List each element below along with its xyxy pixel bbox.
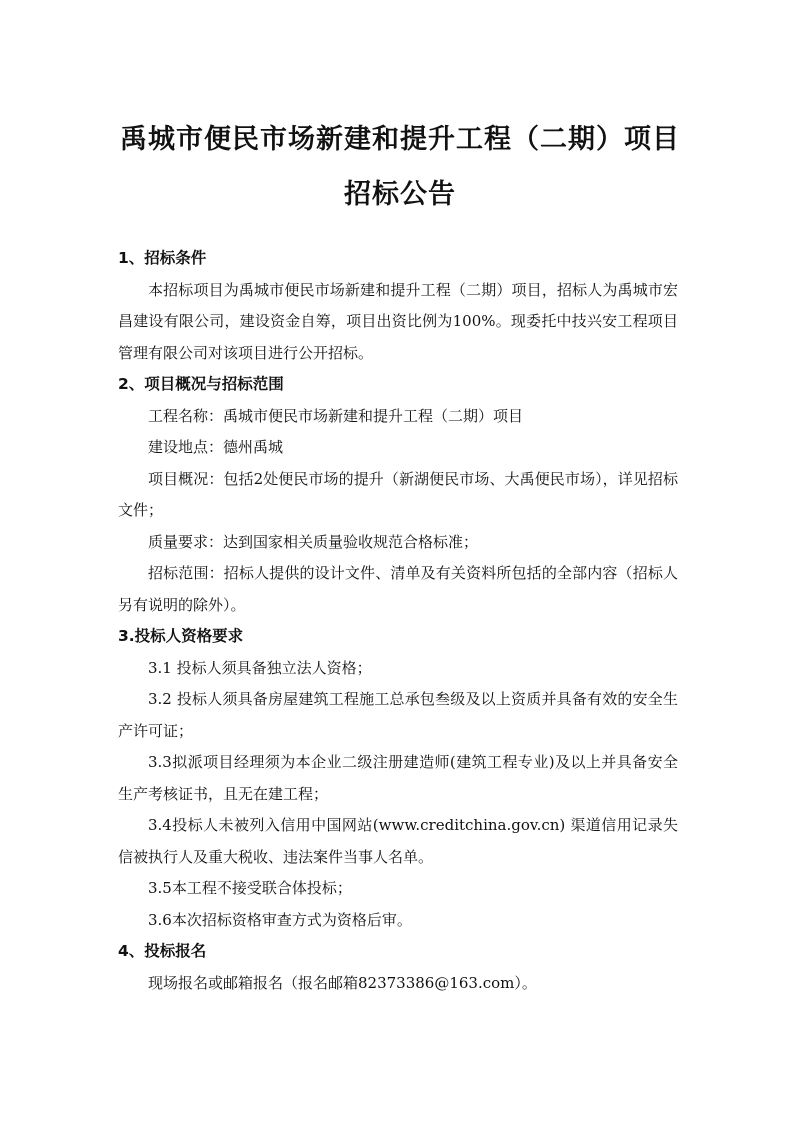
paragraph: 3.6本次招标资格审查方式为资格后审。 bbox=[148, 910, 412, 929]
paragraph: 3.1 投标人须具备独立法人资格； bbox=[148, 658, 372, 677]
document-title-line1: 禹城市便民市场新建和提升工程（二期）项目 bbox=[120, 124, 680, 155]
section-heading: 1、招标条件 bbox=[118, 249, 207, 267]
section-registration bbox=[118, 936, 678, 999]
paragraph: 项目概况：包括2处便民市场的提升（新湖便民市场、大禹便民市场），详见招标文件； bbox=[118, 469, 678, 519]
document-title-line2: 招标公告 bbox=[344, 179, 456, 210]
paragraph: 3.4投标人未被列入信用中国网站(www.creditchina.gov.cn) 渠道信用记录失信被执行人及重大税收、违法案件当事人名单。 bbox=[118, 816, 678, 866]
paragraph: 工程名称：禹城市便民市场新建和提升工程（二期）项目 bbox=[148, 406, 524, 425]
paragraph: 招标范围：招标人提供的设计文件、清单及有关资料所包括的全部内容（招标人另有说明的除外）。 bbox=[118, 564, 678, 614]
section-heading: 3.投标人资格要求 bbox=[118, 627, 244, 645]
paragraph: 建设地点：德州禹城 bbox=[148, 438, 284, 456]
paragraph: 3.5本工程不接受联合体投标； bbox=[148, 879, 352, 897]
paragraph: 现场报名或邮箱报名（报名邮箱82373386@163.com）。 bbox=[148, 973, 537, 992]
document-body bbox=[118, 243, 678, 999]
paragraph: 3.2 投标人须具备房屋建筑工程施工总承包叁级及以上资质并具备有效的安全生产许可证； bbox=[118, 690, 678, 740]
section-project-overview bbox=[118, 369, 678, 621]
paragraph: 3.3拟派项目经理须为本企业二级注册建造师(建筑工程专业)及以上并具备安全生产考核证书，且无在建工程； bbox=[118, 753, 678, 803]
paragraph: 本招标项目为禹城市便民市场新建和提升工程（二期）项目，招标人为禹城市宏昌建设有限公司，建设资金自筹，项目出资比例为100%。现委托中技兴安工程项目管理有限公司对该项目进行公开招标。 bbox=[118, 280, 678, 362]
section-heading: 2、项目概况与招标范围 bbox=[118, 375, 284, 393]
paragraph: 质量要求：达到国家相关质量验收规范合格标准； bbox=[148, 532, 479, 551]
section-bidding-conditions bbox=[118, 243, 678, 369]
section-heading: 4、投标报名 bbox=[118, 942, 207, 960]
section-bidder-qualifications bbox=[118, 621, 678, 936]
